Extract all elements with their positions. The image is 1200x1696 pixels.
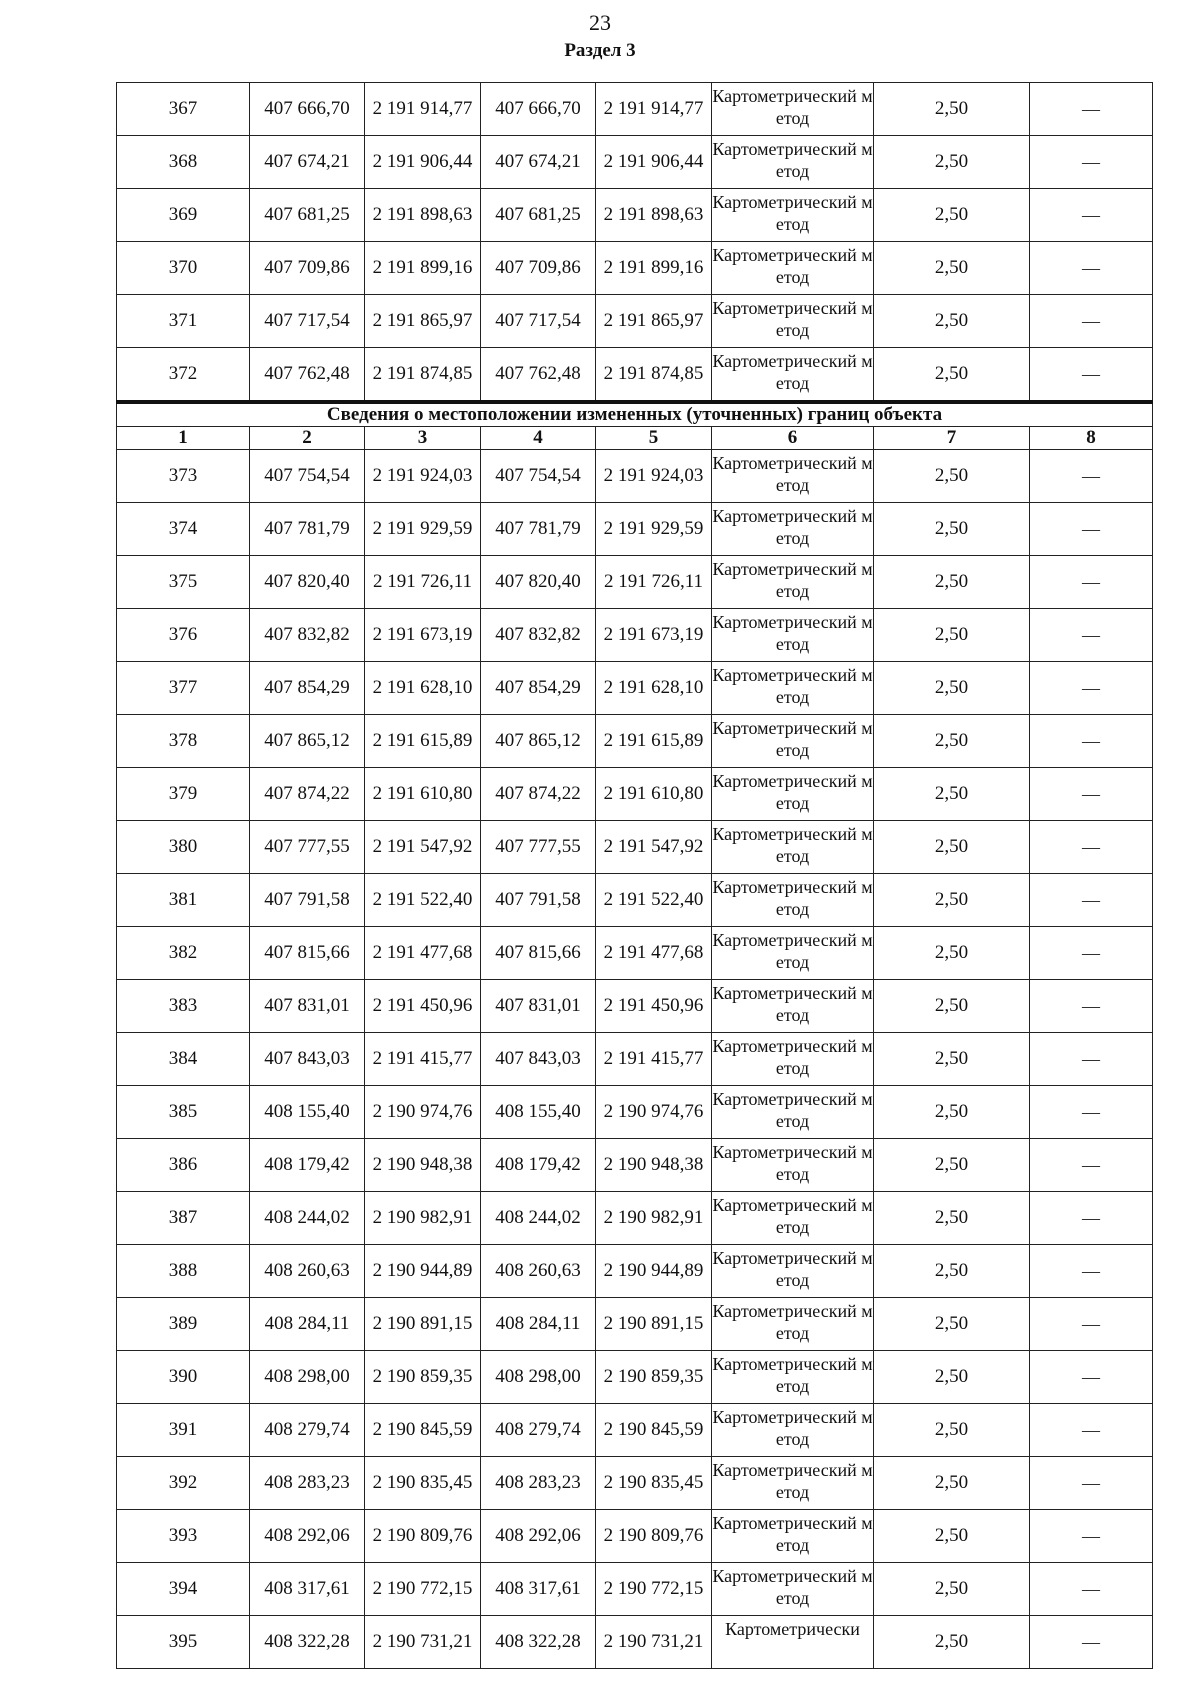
table-row (117, 1245, 1153, 1298)
x-coordinate-refined-cell: 408 244,02 (481, 1192, 596, 1245)
point-number-cell: 370 (117, 242, 250, 295)
x-coordinate-refined-cell: 408 292,06 (481, 1510, 596, 1563)
note-cell: — (1030, 348, 1153, 403)
x-coordinate-cell: 408 284,11 (250, 1298, 365, 1351)
x-coordinate-refined-cell: 408 279,74 (481, 1404, 596, 1457)
x-coordinate-refined-cell: 408 283,23 (481, 1457, 596, 1510)
point-number-cell: 386 (117, 1139, 250, 1192)
column-number: 2 (250, 427, 365, 450)
x-coordinate-cell: 408 292,06 (250, 1510, 365, 1563)
method-cell: Картометрический метод (712, 1404, 874, 1457)
column-number: 5 (596, 427, 712, 450)
y-coordinate-cell: 2 190 974,76 (365, 1086, 481, 1139)
x-coordinate-cell: 407 717,54 (250, 295, 365, 348)
x-coordinate-refined-cell: 407 709,86 (481, 242, 596, 295)
y-coordinate-cell: 2 191 547,92 (365, 821, 481, 874)
point-number-cell: 375 (117, 556, 250, 609)
accuracy-cell: 2,50 (874, 348, 1030, 403)
method-cell: Картометрический метод (712, 348, 874, 403)
x-coordinate-cell: 407 831,01 (250, 980, 365, 1033)
y-coordinate-cell: 2 190 835,45 (365, 1457, 481, 1510)
point-number-cell: 392 (117, 1457, 250, 1510)
x-coordinate-cell: 407 865,12 (250, 715, 365, 768)
x-coordinate-refined-cell: 407 865,12 (481, 715, 596, 768)
y-coordinate-refined-cell: 2 190 835,45 (596, 1457, 712, 1510)
table-row (117, 1563, 1153, 1616)
table-row (117, 1510, 1153, 1563)
point-number-cell: 390 (117, 1351, 250, 1404)
x-coordinate-cell: 407 781,79 (250, 503, 365, 556)
method-cell: Картометрический метод (712, 136, 874, 189)
y-coordinate-cell: 2 191 450,96 (365, 980, 481, 1033)
accuracy-cell: 2,50 (874, 609, 1030, 662)
method-cell: Картометрический метод (712, 1033, 874, 1086)
point-number-cell: 371 (117, 295, 250, 348)
y-coordinate-refined-cell: 2 190 982,91 (596, 1192, 712, 1245)
x-coordinate-cell: 407 666,70 (250, 83, 365, 136)
x-coordinate-refined-cell: 407 666,70 (481, 83, 596, 136)
y-coordinate-refined-cell: 2 191 906,44 (596, 136, 712, 189)
method-cell: Картометрический метод (712, 242, 874, 295)
note-cell: — (1030, 715, 1153, 768)
point-number-cell: 393 (117, 1510, 250, 1563)
y-coordinate-cell: 2 191 899,16 (365, 242, 481, 295)
y-coordinate-refined-cell: 2 190 845,59 (596, 1404, 712, 1457)
coordinates-table (116, 82, 1153, 1669)
y-coordinate-cell: 2 190 891,15 (365, 1298, 481, 1351)
point-number-cell: 380 (117, 821, 250, 874)
section-heading-row (117, 402, 1153, 427)
y-coordinate-refined-cell: 2 191 914,77 (596, 83, 712, 136)
method-cell: Картометрически (712, 1616, 874, 1669)
point-number-cell: 389 (117, 1298, 250, 1351)
note-cell: — (1030, 1404, 1153, 1457)
accuracy-cell: 2,50 (874, 874, 1030, 927)
y-coordinate-refined-cell: 2 190 809,76 (596, 1510, 712, 1563)
method-cell: Картометрический метод (712, 556, 874, 609)
note-cell: — (1030, 768, 1153, 821)
x-coordinate-cell: 408 322,28 (250, 1616, 365, 1669)
y-coordinate-refined-cell: 2 191 898,63 (596, 189, 712, 242)
note-cell: — (1030, 609, 1153, 662)
note-cell: — (1030, 1510, 1153, 1563)
x-coordinate-cell: 408 179,42 (250, 1139, 365, 1192)
method-cell: Картометрический метод (712, 927, 874, 980)
y-coordinate-cell: 2 190 809,76 (365, 1510, 481, 1563)
method-cell: Картометрический метод (712, 662, 874, 715)
accuracy-cell: 2,50 (874, 1404, 1030, 1457)
x-coordinate-cell: 408 244,02 (250, 1192, 365, 1245)
x-coordinate-refined-cell: 408 179,42 (481, 1139, 596, 1192)
accuracy-cell: 2,50 (874, 1139, 1030, 1192)
table-row (117, 609, 1153, 662)
accuracy-cell: 2,50 (874, 503, 1030, 556)
point-number-cell: 376 (117, 609, 250, 662)
y-coordinate-cell: 2 191 610,80 (365, 768, 481, 821)
y-coordinate-cell: 2 191 477,68 (365, 927, 481, 980)
table-row (117, 503, 1153, 556)
point-number-cell: 394 (117, 1563, 250, 1616)
x-coordinate-cell: 407 681,25 (250, 189, 365, 242)
accuracy-cell: 2,50 (874, 980, 1030, 1033)
y-coordinate-cell: 2 190 731,21 (365, 1616, 481, 1669)
method-cell: Картометрический метод (712, 450, 874, 503)
note-cell: — (1030, 1351, 1153, 1404)
x-coordinate-cell: 407 843,03 (250, 1033, 365, 1086)
y-coordinate-cell: 2 191 673,19 (365, 609, 481, 662)
point-number-cell: 378 (117, 715, 250, 768)
x-coordinate-cell: 407 874,22 (250, 768, 365, 821)
y-coordinate-refined-cell: 2 190 974,76 (596, 1086, 712, 1139)
method-cell: Картометрический метод (712, 768, 874, 821)
y-coordinate-refined-cell: 2 190 772,15 (596, 1563, 712, 1616)
x-coordinate-refined-cell: 407 843,03 (481, 1033, 596, 1086)
accuracy-cell: 2,50 (874, 1563, 1030, 1616)
y-coordinate-cell: 2 190 845,59 (365, 1404, 481, 1457)
note-cell: — (1030, 189, 1153, 242)
x-coordinate-refined-cell: 408 317,61 (481, 1563, 596, 1616)
section-title: Раздел 3 (564, 40, 636, 61)
accuracy-cell: 2,50 (874, 927, 1030, 980)
x-coordinate-cell: 408 298,00 (250, 1351, 365, 1404)
y-coordinate-refined-cell: 2 191 726,11 (596, 556, 712, 609)
method-cell: Картометрический метод (712, 821, 874, 874)
note-cell: — (1030, 1086, 1153, 1139)
y-coordinate-cell: 2 191 898,63 (365, 189, 481, 242)
table-row (117, 1616, 1153, 1669)
accuracy-cell: 2,50 (874, 1192, 1030, 1245)
x-coordinate-cell: 407 709,86 (250, 242, 365, 295)
point-number-cell: 379 (117, 768, 250, 821)
accuracy-cell: 2,50 (874, 821, 1030, 874)
accuracy-cell: 2,50 (874, 1086, 1030, 1139)
point-number-cell: 387 (117, 1192, 250, 1245)
method-cell: Картометрический метод (712, 1086, 874, 1139)
point-number-cell: 395 (117, 1616, 250, 1669)
accuracy-cell: 2,50 (874, 242, 1030, 295)
point-number-cell: 367 (117, 83, 250, 136)
accuracy-cell: 2,50 (874, 1510, 1030, 1563)
x-coordinate-cell: 407 815,66 (250, 927, 365, 980)
y-coordinate-cell: 2 190 772,15 (365, 1563, 481, 1616)
x-coordinate-cell: 407 791,58 (250, 874, 365, 927)
x-coordinate-cell: 407 820,40 (250, 556, 365, 609)
method-cell: Картометрический метод (712, 295, 874, 348)
rows-after-group (117, 450, 1153, 1669)
note-cell: — (1030, 1563, 1153, 1616)
table-row (117, 189, 1153, 242)
accuracy-cell: 2,50 (874, 83, 1030, 136)
y-coordinate-refined-cell: 2 191 628,10 (596, 662, 712, 715)
note-cell: — (1030, 1245, 1153, 1298)
note-cell: — (1030, 1139, 1153, 1192)
table-row (117, 1086, 1153, 1139)
x-coordinate-cell: 408 155,40 (250, 1086, 365, 1139)
column-number: 3 (365, 427, 481, 450)
column-number: 7 (874, 427, 1030, 450)
method-cell: Картометрический метод (712, 1298, 874, 1351)
y-coordinate-refined-cell: 2 191 924,03 (596, 450, 712, 503)
note-cell: — (1030, 450, 1153, 503)
method-cell: Картометрический метод (712, 1245, 874, 1298)
y-coordinate-refined-cell: 2 191 610,80 (596, 768, 712, 821)
y-coordinate-cell: 2 190 982,91 (365, 1192, 481, 1245)
y-coordinate-refined-cell: 2 191 899,16 (596, 242, 712, 295)
y-coordinate-cell: 2 191 929,59 (365, 503, 481, 556)
note-cell: — (1030, 662, 1153, 715)
y-coordinate-refined-cell: 2 191 522,40 (596, 874, 712, 927)
x-coordinate-refined-cell: 407 831,01 (481, 980, 596, 1033)
table-row (117, 874, 1153, 927)
table-row (117, 83, 1153, 136)
method-cell: Картометрический метод (712, 980, 874, 1033)
method-cell: Картометрический метод (712, 715, 874, 768)
accuracy-cell: 2,50 (874, 556, 1030, 609)
y-coordinate-refined-cell: 2 191 615,89 (596, 715, 712, 768)
y-coordinate-cell: 2 191 415,77 (365, 1033, 481, 1086)
point-number-cell: 372 (117, 348, 250, 403)
y-coordinate-refined-cell: 2 191 547,92 (596, 821, 712, 874)
accuracy-cell: 2,50 (874, 1351, 1030, 1404)
method-cell: Картометрический метод (712, 1457, 874, 1510)
table-row (117, 450, 1153, 503)
page-number: 23 (589, 10, 611, 35)
method-cell: Картометрический метод (712, 1563, 874, 1616)
x-coordinate-refined-cell: 407 754,54 (481, 450, 596, 503)
method-cell: Картометрический метод (712, 609, 874, 662)
accuracy-cell: 2,50 (874, 1245, 1030, 1298)
x-coordinate-refined-cell: 407 674,21 (481, 136, 596, 189)
y-coordinate-refined-cell: 2 191 865,97 (596, 295, 712, 348)
x-coordinate-refined-cell: 408 284,11 (481, 1298, 596, 1351)
y-coordinate-refined-cell: 2 191 874,85 (596, 348, 712, 403)
x-coordinate-refined-cell: 407 832,82 (481, 609, 596, 662)
x-coordinate-refined-cell: 408 322,28 (481, 1616, 596, 1669)
note-cell: — (1030, 503, 1153, 556)
table-row (117, 927, 1153, 980)
table-row (117, 1033, 1153, 1086)
accuracy-cell: 2,50 (874, 1033, 1030, 1086)
accuracy-cell: 2,50 (874, 1457, 1030, 1510)
y-coordinate-refined-cell: 2 191 415,77 (596, 1033, 712, 1086)
y-coordinate-cell: 2 191 924,03 (365, 450, 481, 503)
y-coordinate-refined-cell: 2 191 477,68 (596, 927, 712, 980)
y-coordinate-cell: 2 191 865,97 (365, 295, 481, 348)
accuracy-cell: 2,50 (874, 1298, 1030, 1351)
note-cell: — (1030, 1033, 1153, 1086)
x-coordinate-refined-cell: 407 791,58 (481, 874, 596, 927)
column-number: 1 (117, 427, 250, 450)
accuracy-cell: 2,50 (874, 768, 1030, 821)
x-coordinate-cell: 408 279,74 (250, 1404, 365, 1457)
table-row (117, 295, 1153, 348)
y-coordinate-cell: 2 190 948,38 (365, 1139, 481, 1192)
note-cell: — (1030, 295, 1153, 348)
point-number-cell: 383 (117, 980, 250, 1033)
x-coordinate-refined-cell: 407 717,54 (481, 295, 596, 348)
x-coordinate-refined-cell: 407 815,66 (481, 927, 596, 980)
rows-before-group (117, 83, 1153, 403)
note-cell: — (1030, 242, 1153, 295)
accuracy-cell: 2,50 (874, 295, 1030, 348)
point-number-cell: 369 (117, 189, 250, 242)
table-row (117, 136, 1153, 189)
note-cell: — (1030, 1616, 1153, 1669)
note-cell: — (1030, 821, 1153, 874)
x-coordinate-refined-cell: 407 854,29 (481, 662, 596, 715)
y-coordinate-cell: 2 191 522,40 (365, 874, 481, 927)
point-number-cell: 381 (117, 874, 250, 927)
method-cell: Картометрический метод (712, 503, 874, 556)
table-row (117, 348, 1153, 403)
accuracy-cell: 2,50 (874, 662, 1030, 715)
y-coordinate-cell: 2 191 874,85 (365, 348, 481, 403)
method-cell: Картометрический метод (712, 83, 874, 136)
table-row (117, 821, 1153, 874)
note-cell: — (1030, 83, 1153, 136)
table-row (117, 662, 1153, 715)
x-coordinate-refined-cell: 407 874,22 (481, 768, 596, 821)
x-coordinate-cell: 408 283,23 (250, 1457, 365, 1510)
y-coordinate-cell: 2 191 628,10 (365, 662, 481, 715)
y-coordinate-cell: 2 190 859,35 (365, 1351, 481, 1404)
section-heading: Сведения о местоположении измененных (уточненных) границ объекта (117, 402, 1153, 427)
y-coordinate-refined-cell: 2 190 859,35 (596, 1351, 712, 1404)
x-coordinate-refined-cell: 407 681,25 (481, 189, 596, 242)
y-coordinate-refined-cell: 2 190 731,21 (596, 1616, 712, 1669)
accuracy-cell: 2,50 (874, 450, 1030, 503)
y-coordinate-refined-cell: 2 191 450,96 (596, 980, 712, 1033)
y-coordinate-cell: 2 191 615,89 (365, 715, 481, 768)
point-number-cell: 373 (117, 450, 250, 503)
method-cell: Картометрический метод (712, 1510, 874, 1563)
note-cell: — (1030, 1457, 1153, 1510)
x-coordinate-cell: 407 674,21 (250, 136, 365, 189)
table-row (117, 1351, 1153, 1404)
note-cell: — (1030, 927, 1153, 980)
point-number-cell: 384 (117, 1033, 250, 1086)
accuracy-cell: 2,50 (874, 715, 1030, 768)
table-row (117, 715, 1153, 768)
table-row (117, 768, 1153, 821)
note-cell: — (1030, 1192, 1153, 1245)
note-cell: — (1030, 136, 1153, 189)
y-coordinate-refined-cell: 2 190 948,38 (596, 1139, 712, 1192)
note-cell: — (1030, 980, 1153, 1033)
method-cell: Картометрический метод (712, 1139, 874, 1192)
table-row (117, 1192, 1153, 1245)
y-coordinate-refined-cell: 2 190 891,15 (596, 1298, 712, 1351)
point-number-cell: 391 (117, 1404, 250, 1457)
y-coordinate-cell: 2 191 914,77 (365, 83, 481, 136)
x-coordinate-refined-cell: 407 777,55 (481, 821, 596, 874)
column-number: 8 (1030, 427, 1153, 450)
x-coordinate-cell: 407 854,29 (250, 662, 365, 715)
x-coordinate-cell: 407 832,82 (250, 609, 365, 662)
table-row (117, 1404, 1153, 1457)
x-coordinate-refined-cell: 408 298,00 (481, 1351, 596, 1404)
point-number-cell: 385 (117, 1086, 250, 1139)
note-cell: — (1030, 556, 1153, 609)
y-coordinate-cell: 2 191 726,11 (365, 556, 481, 609)
table-row (117, 556, 1153, 609)
table-row (117, 1457, 1153, 1510)
point-number-cell: 368 (117, 136, 250, 189)
point-number-cell: 374 (117, 503, 250, 556)
y-coordinate-cell: 2 190 944,89 (365, 1245, 481, 1298)
method-cell: Картометрический метод (712, 874, 874, 927)
x-coordinate-refined-cell: 408 260,63 (481, 1245, 596, 1298)
method-cell: Картометрический метод (712, 1192, 874, 1245)
x-coordinate-refined-cell: 407 781,79 (481, 503, 596, 556)
table-row (117, 980, 1153, 1033)
y-coordinate-refined-cell: 2 191 929,59 (596, 503, 712, 556)
point-number-cell: 382 (117, 927, 250, 980)
section-header-group (117, 402, 1153, 450)
x-coordinate-cell: 407 777,55 (250, 821, 365, 874)
column-number: 4 (481, 427, 596, 450)
y-coordinate-refined-cell: 2 190 944,89 (596, 1245, 712, 1298)
note-cell: — (1030, 874, 1153, 927)
x-coordinate-cell: 407 762,48 (250, 348, 365, 403)
x-coordinate-cell: 408 260,63 (250, 1245, 365, 1298)
table-row (117, 1298, 1153, 1351)
point-number-cell: 377 (117, 662, 250, 715)
x-coordinate-cell: 408 317,61 (250, 1563, 365, 1616)
accuracy-cell: 2,50 (874, 136, 1030, 189)
x-coordinate-refined-cell: 408 155,40 (481, 1086, 596, 1139)
accuracy-cell: 2,50 (874, 1616, 1030, 1669)
table-row (117, 1139, 1153, 1192)
table-row (117, 242, 1153, 295)
x-coordinate-cell: 407 754,54 (250, 450, 365, 503)
x-coordinate-refined-cell: 407 820,40 (481, 556, 596, 609)
note-cell: — (1030, 1298, 1153, 1351)
accuracy-cell: 2,50 (874, 189, 1030, 242)
method-cell: Картометрический метод (712, 189, 874, 242)
point-number-cell: 388 (117, 1245, 250, 1298)
y-coordinate-refined-cell: 2 191 673,19 (596, 609, 712, 662)
column-numbers-row (117, 427, 1153, 450)
column-number: 6 (712, 427, 874, 450)
method-cell: Картометрический метод (712, 1351, 874, 1404)
y-coordinate-cell: 2 191 906,44 (365, 136, 481, 189)
x-coordinate-refined-cell: 407 762,48 (481, 348, 596, 403)
